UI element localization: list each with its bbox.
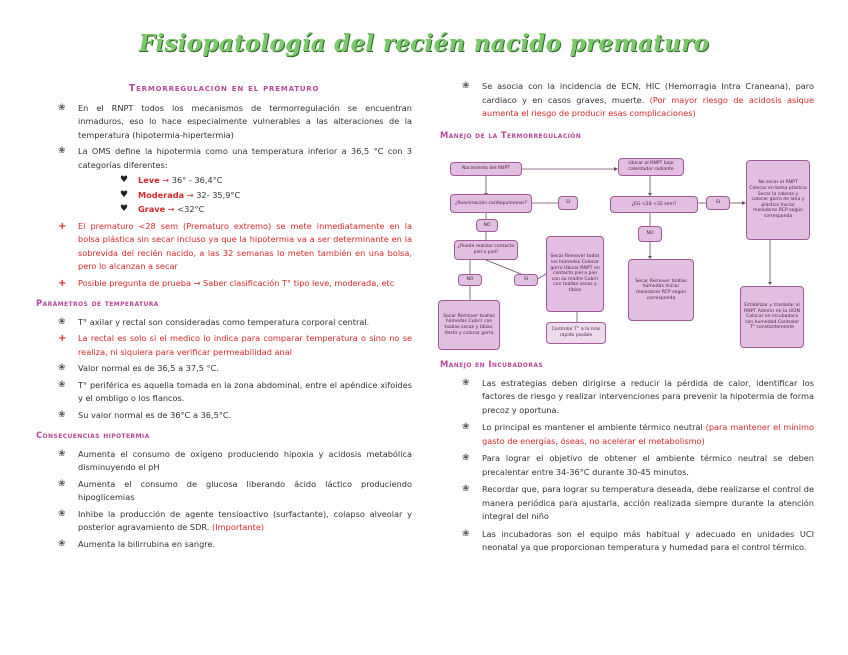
params-heading: Parámetros de temperatura xyxy=(36,298,159,308)
important-note: (Importante) xyxy=(212,522,265,532)
list-item: ❀ La OMS define la hipotermia como una temperatura inferior a 36,5 °C con 3 categorías diferentes: ♥ Leve → 36° - 36,4°C ♥ Moderada → 32- 35,9°C ♥ Grave → <32°C xyxy=(36,145,412,217)
flow-box-yes: SI xyxy=(558,196,578,210)
flower-bullet-icon: ❀ xyxy=(462,453,470,463)
list-item: ❀ Las incubadoras son el equipo más habitual y adecuado en unidades UCI neonatal ya que proporcionan temperatura y humedad para el control térmico. xyxy=(462,528,814,552)
flow-box-dont-dry: No secar al RNPT Colocar en bolsa plástica Secar la cabeza y colocar gorro de lana y plástico Iniciar maniobras RCP según corresponda xyxy=(746,160,810,240)
thermoregulation-heading: Termorregulación en el prematuro xyxy=(128,83,320,94)
flow-box-dry-skin-contact: Secar Remover todos los húmedos Colocar gorro Ubicar RNPT en contacto piel a piel con su madre Cubrir con toallas secas y tibias xyxy=(546,236,604,312)
params-list xyxy=(36,316,412,423)
incubators-list xyxy=(440,377,814,555)
flow-box-dry-towels: Secar Remover toallas húmedas Cubrir con toallas secas y tibias. Vestir y colocar gorro xyxy=(438,300,500,350)
flow-box-gestational-age: ¿EG <28 <32 sem? xyxy=(610,196,698,213)
level-item: ♥ Moderada → 32- 35,9°C xyxy=(78,189,412,203)
right-column-top xyxy=(440,80,814,147)
consequences-heading: Consecuencias hipotermia xyxy=(36,430,150,440)
intro-list xyxy=(36,102,412,291)
flow-box-birth: Nacimiento del RNPT xyxy=(450,162,522,176)
flower-bullet-icon: ❀ xyxy=(462,484,470,494)
list-item: ❀ Valor normal es de 36,5 a 37,5 °C. xyxy=(36,362,412,376)
flow-box-radiant-warmer: Ubicar al RNPT bajo calentador radiante xyxy=(618,158,684,176)
flower-bullet-icon: ❀ xyxy=(58,448,66,459)
red-note: + Posible pregunta de prueba → Saber clasificación T° tipo leve, moderada, etc xyxy=(58,277,395,289)
list-item: ❀ T° axilar y rectal son consideradas como temperatura corporal central. xyxy=(36,316,412,330)
flower-bullet-icon: ❀ xyxy=(58,379,66,390)
flow-box-control-temp: Controlar T° a la más rápido posible xyxy=(546,322,606,344)
flow-box-no: NO xyxy=(458,274,482,286)
level-item: ♥ Leve → 36° - 36,4°C xyxy=(78,174,412,188)
flow-box-no: NO xyxy=(638,226,662,242)
flower-bullet-icon: ❀ xyxy=(58,538,66,549)
flower-bullet-icon: ❀ xyxy=(462,81,470,91)
list-item: ❀ En el RNPT todos los mecanismos de termorregulación se encuentran inmaduros, eso lo hace especialmente vulnerables a las alteraciones de la temperatura (hipotermia-hipertermia) xyxy=(58,102,412,140)
flower-bullet-icon: ❀ xyxy=(58,409,66,420)
list-item: ❀ Se asocia con la incidencia de ECN, HIC (Hemorragia Intra Craneana), paro cardiaco y en casos graves, muerte. (Por mayor riesgo de acidosis asique aumenta el riesgo de producir esas complicaciones) xyxy=(462,81,814,118)
list-item: ❀ Aumenta el consumo de glucosa liberando ácido láctico produciendo hipoglicemias xyxy=(58,478,412,502)
list-item: ❀ Su valor normal es de 36°C a 36,5°C. xyxy=(36,409,412,423)
list-item: ❀ Las estrategias deben dirigirse a reducir la pérdida de calor, identificar los factores de riesgo y realizar intervenciones para prevenir la hipotermia de forma precoz y oportuna. xyxy=(462,377,814,415)
flow-box-cpr-question: ¿Reanimación cardiopulmonar? xyxy=(450,194,532,213)
flower-bullet-icon: ❀ xyxy=(462,377,470,388)
list-item: ❀ Aumenta la bilirrubina en sangre. xyxy=(36,538,412,552)
incubators-heading: Manejo en Incubadoras xyxy=(440,359,544,369)
arrow-right-icon: → xyxy=(167,204,178,214)
list-item: ❀ Recordar que, para lograr su temperatura deseada, debe realizarse el control de manera periódica para ajustarla, acción realizada siempre durante la atención integral del niño xyxy=(462,484,814,521)
flow-box-yes: SI xyxy=(514,274,538,286)
left-column xyxy=(36,82,412,554)
flow-heading: Manejo de la Termorregulación xyxy=(440,129,582,140)
flower-bullet-icon: ❀ xyxy=(58,478,66,489)
red-note: + La rectal es solo si el medico lo indica para comparar temperatura o sino no se realiza, ni siquiera para verificar permeabilidad anal xyxy=(58,333,412,357)
arrow-right-icon: → xyxy=(186,189,197,200)
hypothermia-levels xyxy=(78,174,412,217)
flower-bullet-icon: ❀ xyxy=(58,316,66,327)
flow-box-no: NO xyxy=(476,219,498,232)
flow-box-dry-cpr: Secar Remover toallas húmedas Iniciar maniobras RCP según corresponda xyxy=(628,259,694,321)
thermoregulation-flowchart xyxy=(440,156,814,354)
flower-bullet-icon: ❀ xyxy=(58,508,66,519)
list-item: ❀ Inhibe la producción de agente tensioactivo (surfactante), colapso alveolar y posterior agravamiento de SDR. (Importante) xyxy=(58,508,412,532)
flower-bullet-icon: ❀ xyxy=(462,528,470,539)
red-note: (para mantener el mínimo gasto de energías, óseas, no acelerar el metabolismo) xyxy=(482,422,814,446)
heart-icon: ♥ xyxy=(120,175,129,185)
heart-icon: ♥ xyxy=(120,204,129,214)
list-item: ❀ Aumenta el consumo de oxígeno produciendo hipoxia y acidosis metabólica disminuyendo el pH xyxy=(58,448,412,472)
flow-box-stabilize: Estabilizar y trasladar al RNPT Admitir en la UCIN Colocar en incubadora con humedad Controlar T° constantemente xyxy=(740,286,804,348)
right-column-bottom xyxy=(440,358,814,559)
page-title: Fisiopatología del recién nacido prematuro xyxy=(138,30,710,57)
heart-icon: ♥ xyxy=(120,189,129,200)
list-item: ❀ T° periférica es aquella tomada en la zona abdominal, entre el apéndice xifoides y el ombligo o los flancos. xyxy=(58,379,412,403)
consequences-list xyxy=(36,448,412,552)
arrow-right-icon: → xyxy=(162,175,172,185)
flower-bullet-icon: ❀ xyxy=(58,102,66,113)
level-item: ♥ Grave → <32°C xyxy=(78,203,412,217)
flower-bullet-icon: ❀ xyxy=(58,146,66,156)
flower-bullet-icon: ❀ xyxy=(58,363,66,373)
list-item: ❀ Para lograr el objetivo de obtener el ambiente térmico neutral se deben precalentar entre 34-36°C durante 30-45 minutos. xyxy=(462,453,814,477)
complications-list xyxy=(440,80,814,121)
flower-bullet-icon: ❀ xyxy=(462,422,470,432)
plus-icon: + xyxy=(58,277,67,289)
plus-icon: + xyxy=(58,333,67,344)
red-note: (Por mayor riesgo de acidosis asique aumenta el riesgo de producir esas complicaciones) xyxy=(482,94,814,118)
list-item: ❀ Lo principal es mantener el ambiente térmico neutral (para mantener el mínimo gasto de energías, óseas, no acelerar el metabolismo) xyxy=(462,422,814,446)
flow-box-yes: SI xyxy=(706,196,730,210)
plus-icon: + xyxy=(58,220,67,232)
red-note: + El prematuro <28 sem (Prematuro extremo) se mete inmediatamente en la bolsa plástica sin secar incluso ya que la hipotermia va a ser determinante en la sobrevida del recién nacido, a las 32 semanas lo meten también en una bolsa, pero lo alcanzan a secar xyxy=(58,220,412,271)
flow-box-skin-contact: ¿Puede realizar contacto piel a piel? xyxy=(454,240,518,260)
